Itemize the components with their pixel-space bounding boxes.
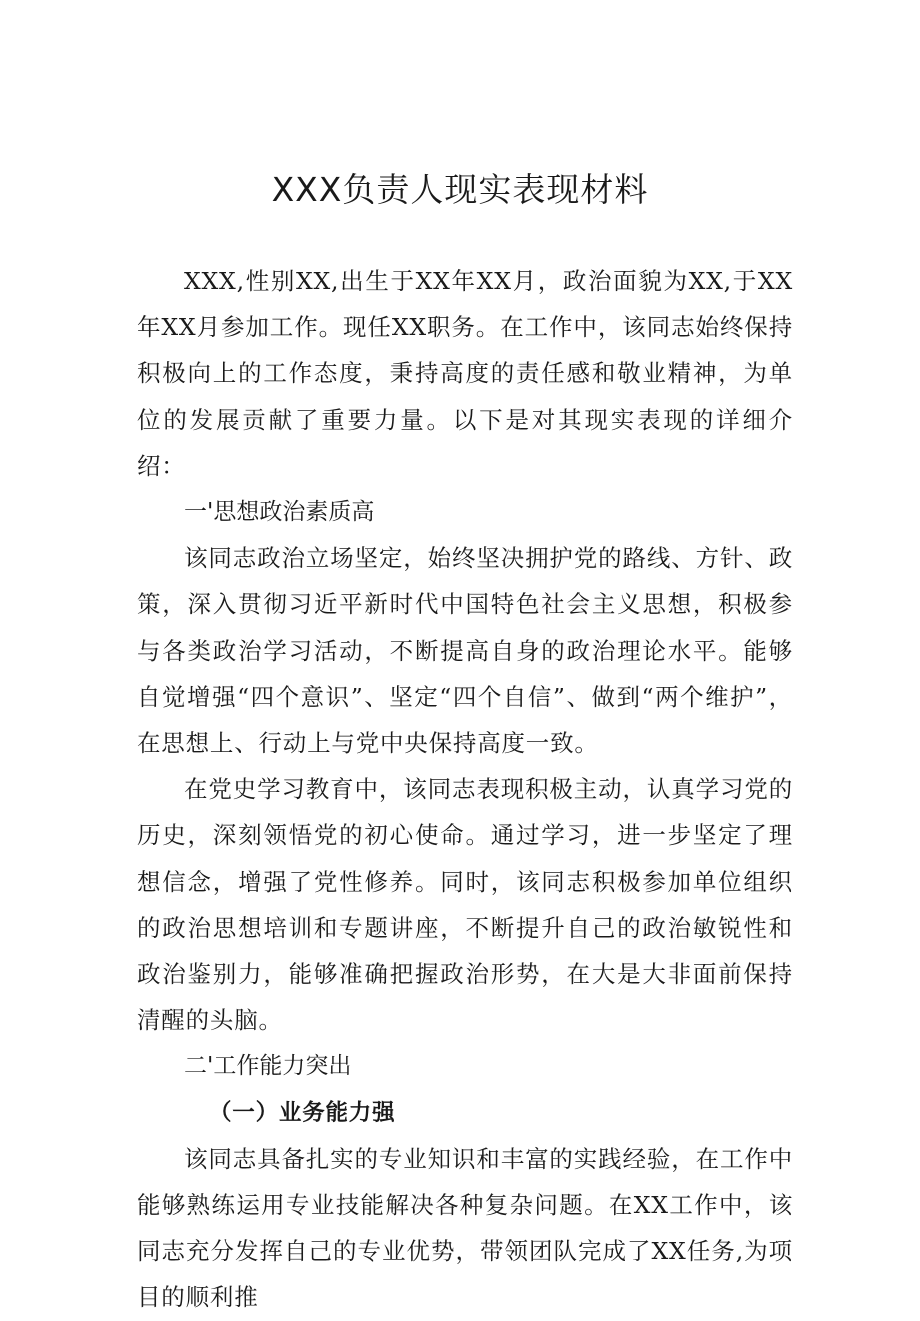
paragraph: 在党史学习教育中，该同志表现积极主动，认真学习党的历史，深刻领悟党的初心使命。通过学习，进一步坚定了理想信念，增强了党性修养。同时，该同志积极参加单位组织的政治思想培训和专题讲座，不断提升自己的政治敏锐性和政治鉴别力，能够准确把握政治形势，在大是大非面前保持清醒的头脑。 [137, 775, 793, 1035]
subheading-business-ability: （一）业务能力强 [209, 1099, 396, 1126]
intro-paragraph: XXX,性别XX,出生于XX年XX月，政治面貌为XX,于XX年XX月参加工作。现任XX职务。在工作中，该同志始终保持积极向上的工作态度，秉持高度的责任感和敬业精神，为单位的发展贡献了重要力量。以下是对其现实表现的详细介绍： [137, 267, 793, 480]
section-heading-work-ability: 二'工作能力突出 [184, 1053, 352, 1080]
paragraph: 该同志具备扎实的专业知识和丰富的实践经验，在工作中能够熟练运用专业技能解决各种复杂问题。在XX工作中，该同志充分发挥自己的专业优势，带领团队完成了XX任务,为项目的顺利推 [137, 1144, 793, 1312]
paragraph: 该同志政治立场坚定，始终坚决拥护党的路线、方针、政策，深入贯彻习近平新时代中国特色社会主义思想，积极参与各类政治学习活动，不断提高自身的政治理论水平。能够自觉增强“四个意识”、坚定“四个自信”、做到“两个维护”，在思想上、行动上与党中央保持高度一致。 [137, 544, 793, 758]
section-heading-political-quality: 一'思想政治素质高 [184, 499, 375, 526]
document-body [137, 258, 793, 1321]
document-title: XXX负责人现实表现材料 [271, 170, 649, 209]
